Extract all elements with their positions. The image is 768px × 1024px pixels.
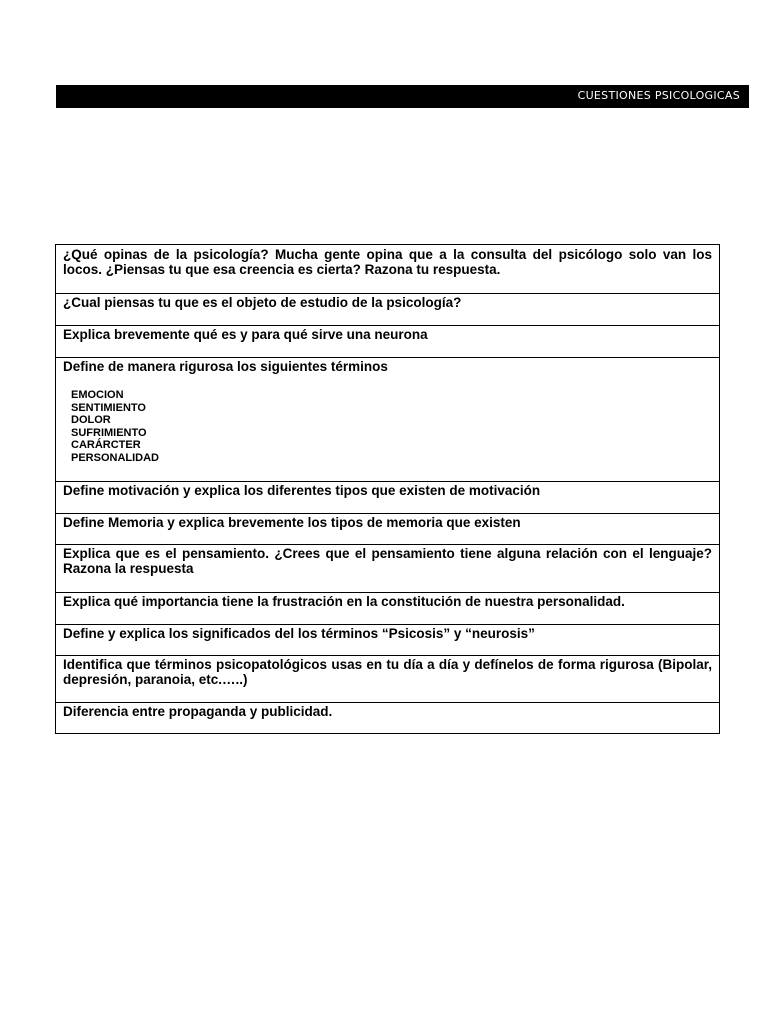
question-text: Explica brevemente qué es y para qué sirve una neurona: [63, 327, 428, 342]
question-row-7: [56, 544, 719, 592]
term-item: PERSONALIDAD: [71, 451, 160, 464]
question-text: Explica que es el pensamiento. ¿Crees que el pensamiento tiene alguna relación con el lenguaje? Razona la respuesta: [63, 546, 712, 576]
question-row-10: [56, 655, 719, 702]
term-item: DOLOR: [71, 414, 111, 427]
question-text: Identifica que términos psicopatológicos usas en tu día a día y defínelos de forma rigurosa (Bipolar, depresión, paranoia, etc.…..): [63, 657, 712, 687]
question-row-3: [56, 325, 719, 357]
question-text: Define de manera rigurosa los siguientes términos: [63, 359, 388, 374]
term-item: CARÁRCTER: [71, 439, 141, 452]
question-row-11: [56, 702, 719, 733]
question-text: Define Memoria y explica brevemente los tipos de memoria que existen: [63, 515, 521, 530]
questions-table: [55, 244, 720, 734]
header-bar: [56, 85, 749, 108]
question-row-4: [56, 357, 719, 481]
question-text: Define y explica los significados del los términos “Psicosis” y “neurosis”: [63, 626, 535, 641]
question-row-5: [56, 481, 719, 513]
question-text: ¿Qué opinas de la psicología? Mucha gente opina que a la consulta del psicólogo solo van los locos. ¿Piensas tu que esa creencia es cierta? Razona tu respuesta.: [63, 247, 712, 277]
question-text: Diferencia entre propaganda y publicidad.: [63, 704, 333, 719]
term-item: SUFRIMIENTO: [71, 426, 147, 439]
question-row-2: [56, 293, 719, 325]
question-text: Explica qué importancia tiene la frustración en la constitución de nuestra personalidad.: [63, 594, 625, 609]
terms-list: [71, 389, 712, 465]
question-row-9: [56, 624, 719, 655]
header-title: CUESTIONES PSICOLOGICAS: [577, 89, 740, 102]
question-text: Define motivación y explica los diferentes tipos que existen de motivación: [63, 483, 541, 498]
term-item: EMOCION: [71, 389, 124, 401]
question-text: ¿Cual piensas tu que es el objeto de estudio de la psicología?: [63, 295, 462, 310]
term-item: SENTIMIENTO: [71, 401, 146, 414]
question-row-6: [56, 513, 719, 544]
question-row-8: [56, 592, 719, 624]
question-row-1: [56, 245, 719, 293]
